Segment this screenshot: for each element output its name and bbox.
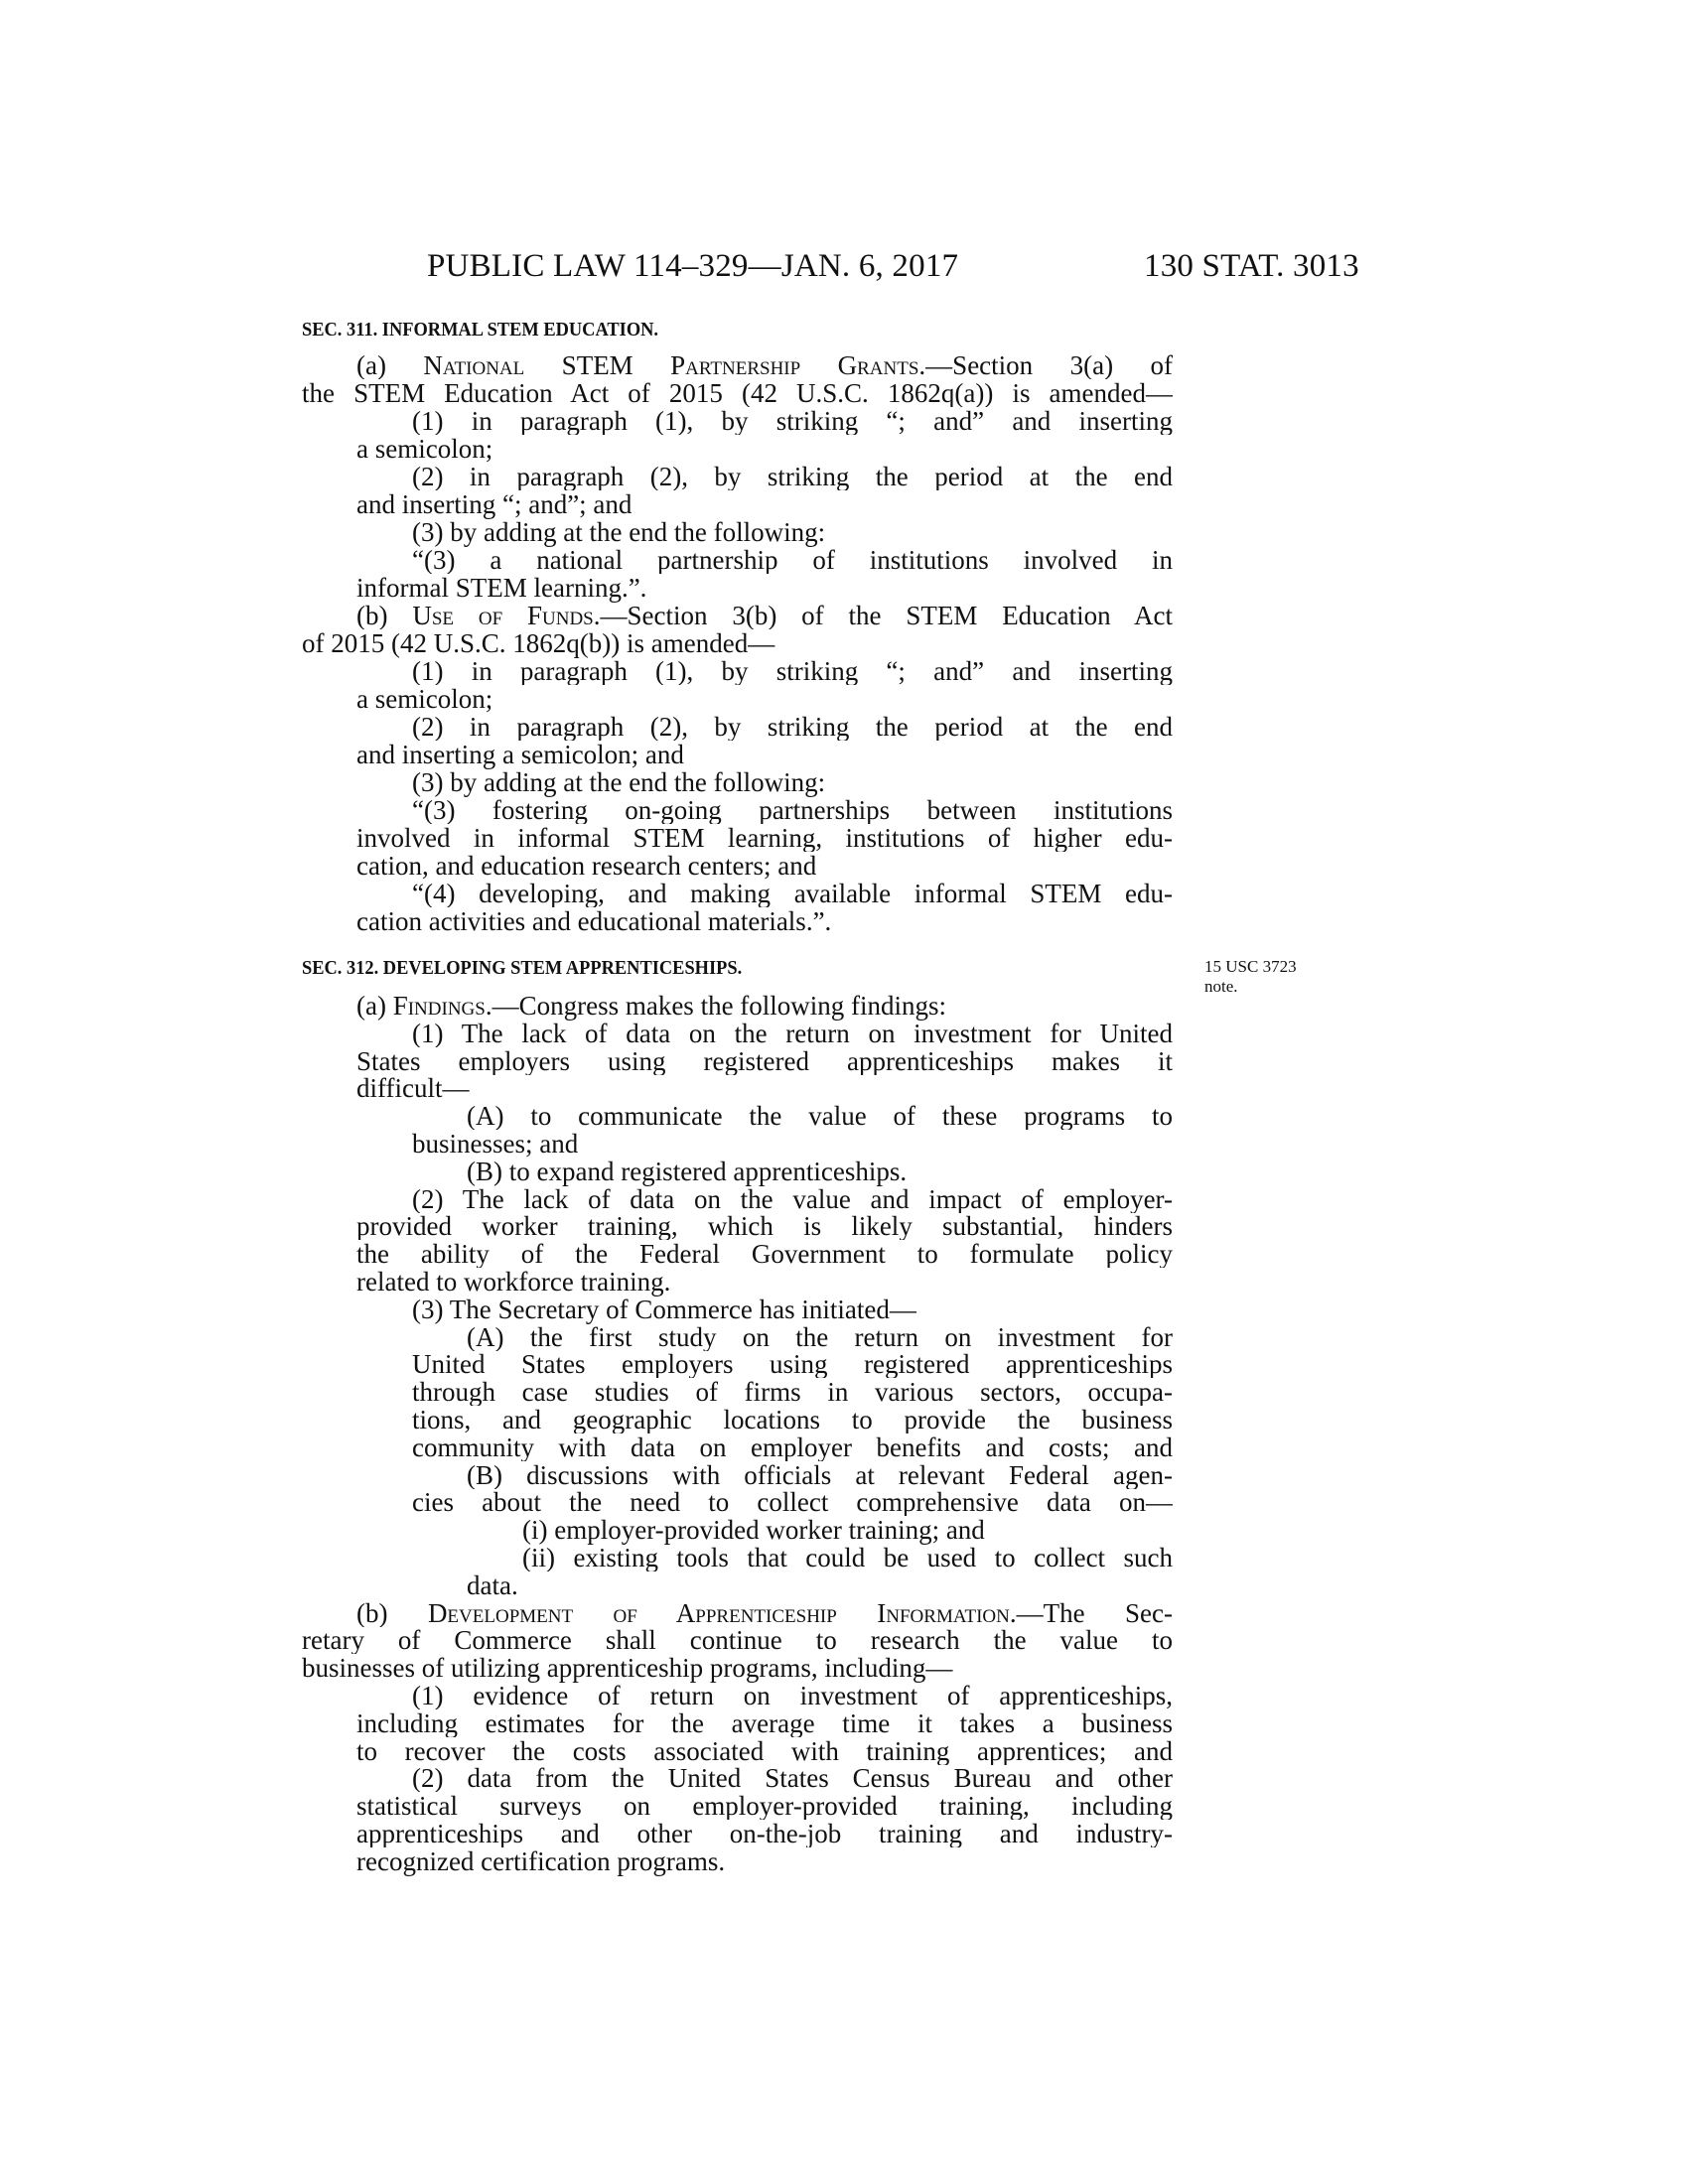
text-line <box>356 351 1173 379</box>
text-line: “(3) fostering on-going partnerships between institutions <box>412 796 1173 824</box>
text-line: to recover the costs associated with training apprentices; and <box>356 1736 1173 1765</box>
subsection-heading: Use of Funds <box>412 602 594 629</box>
subsection-heading: Findings <box>392 991 486 1021</box>
text-line: provided worker training, which is likely substantial, hinders <box>356 1212 1173 1241</box>
text-segment: (a) <box>356 991 393 1021</box>
text-line: difficult— <box>356 1073 470 1104</box>
text-line: (B) to expand registered apprenticeships. <box>467 1156 908 1186</box>
text-line: and inserting a semicolon; and <box>356 740 684 769</box>
section-311-heading: SEC. 311. INFORMAL STEM EDUCATION. <box>302 319 659 341</box>
text-line: (2) The lack of data on the value and impact of employer- <box>412 1184 1173 1213</box>
text-line <box>356 1599 1173 1627</box>
text-line: community with data on employer benefits and costs; and <box>412 1433 1173 1461</box>
text-segment: .—Congress makes the following findings: <box>485 991 947 1021</box>
text-line: tions, and geographic locations to provide the business <box>412 1406 1173 1433</box>
text-line: United States employers using registered apprenticeships <box>412 1350 1173 1379</box>
text-line: (ii) existing tools that could be used to collect such <box>522 1544 1173 1571</box>
margin-note <box>1204 957 1297 997</box>
text-line: “(4) developing, and making available informal STEM edu- <box>412 880 1173 907</box>
text-segment: .—Section 3(b) of the STEM Education Act <box>593 602 1173 629</box>
text-line: retary of Commerce shall continue to research the value to <box>302 1626 1173 1655</box>
text-line: (1) The lack of data on the return on investment for United <box>412 1019 1173 1047</box>
text-line: the STEM Education Act of 2015 (42 U.S.C. 1862q(a)) is amended— <box>302 379 1173 407</box>
text-line: cation, and education research centers; and <box>356 851 817 881</box>
text-line: cies about the need to collect comprehensive data on— <box>412 1488 1173 1517</box>
text-line: a semicolon; <box>356 684 493 714</box>
text-line: (3) by adding at the end the following: <box>412 517 826 547</box>
text-line: a semicolon; <box>356 434 493 464</box>
text-line: statistical surveys on employer-provided training, including <box>356 1792 1173 1821</box>
text-segment: .—The Sec- <box>1009 1598 1173 1627</box>
text-segment: (b) <box>356 602 413 629</box>
text-line: States employers using registered apprenticeships makes it <box>356 1046 1173 1075</box>
page-stat-citation: 130 STAT. 3013 <box>1144 248 1359 284</box>
text-line: (3) The Secretary of Commerce has initiated— <box>412 1294 916 1324</box>
text-line: (1) in paragraph (1), by striking “; and” and inserting <box>412 407 1173 435</box>
text-line: through case studies of firms in various sectors, occupa- <box>412 1378 1173 1407</box>
text-line: businesses; and <box>412 1129 579 1159</box>
text-line: apprenticeships and other on-the-job training and industry- <box>356 1820 1173 1847</box>
section-312-heading: SEC. 312. DEVELOPING STEM APPRENTICESHIPS. <box>302 957 743 979</box>
text-line: recognized certification programs. <box>356 1845 726 1876</box>
text-line: (2) in paragraph (2), by striking the period at the end <box>412 713 1173 741</box>
text-line: “(3) a national partnership of institutions involved in <box>412 546 1173 574</box>
text-line: (2) in paragraph (2), by striking the period at the end <box>412 463 1173 490</box>
text-line: and inserting “; and”; and <box>356 489 633 519</box>
text-line: related to workforce training. <box>356 1267 671 1297</box>
subsection-heading: Development of Apprenticeship Information <box>427 1598 1010 1627</box>
subsection-heading: National STEM Partnership Grants <box>423 351 919 379</box>
text-segment: (b) <box>356 1598 428 1627</box>
text-segment: (a) <box>356 351 424 379</box>
text-line: (3) by adding at the end the following: <box>412 767 826 797</box>
text-line: involved in informal STEM learning, institutions of higher edu- <box>356 824 1173 852</box>
margin-note-citation: 15 USC 3723 <box>1204 957 1297 976</box>
text-line: (A) the first study on the return on investment for <box>467 1322 1173 1351</box>
margin-note-label: note. <box>1204 977 1238 996</box>
text-line: (1) in paragraph (1), by striking “; and” and inserting <box>412 657 1173 685</box>
text-line: cation activities and educational materials.”. <box>356 906 832 936</box>
text-line <box>356 602 1173 629</box>
text-line: (i) employer-provided worker training; and <box>522 1515 985 1546</box>
text-line: informal STEM learning.”. <box>356 573 647 603</box>
text-line: (B) discussions with officials at relevant Federal agen- <box>467 1460 1173 1489</box>
text-line: of 2015 (42 U.S.C. 1862q(b)) is amended— <box>302 628 775 658</box>
text-line: (A) to communicate the value of these programs to <box>467 1102 1173 1131</box>
text-line: including estimates for the average time it takes a business <box>356 1708 1173 1737</box>
text-line <box>356 992 1173 1020</box>
running-header-title: PUBLIC LAW 114–329—JAN. 6, 2017 <box>427 248 959 284</box>
text-line: (2) data from the United States Census Bureau and other <box>412 1764 1173 1793</box>
text-line: the ability of the Federal Government to formulate policy <box>356 1240 1173 1269</box>
text-line: businesses of utilizing apprenticeship programs, including— <box>302 1653 953 1684</box>
text-line: (1) evidence of return on investment of apprenticeships, <box>412 1682 1173 1709</box>
text-segment: .—Section 3(a) of <box>918 351 1173 379</box>
text-line: data. <box>467 1570 518 1600</box>
